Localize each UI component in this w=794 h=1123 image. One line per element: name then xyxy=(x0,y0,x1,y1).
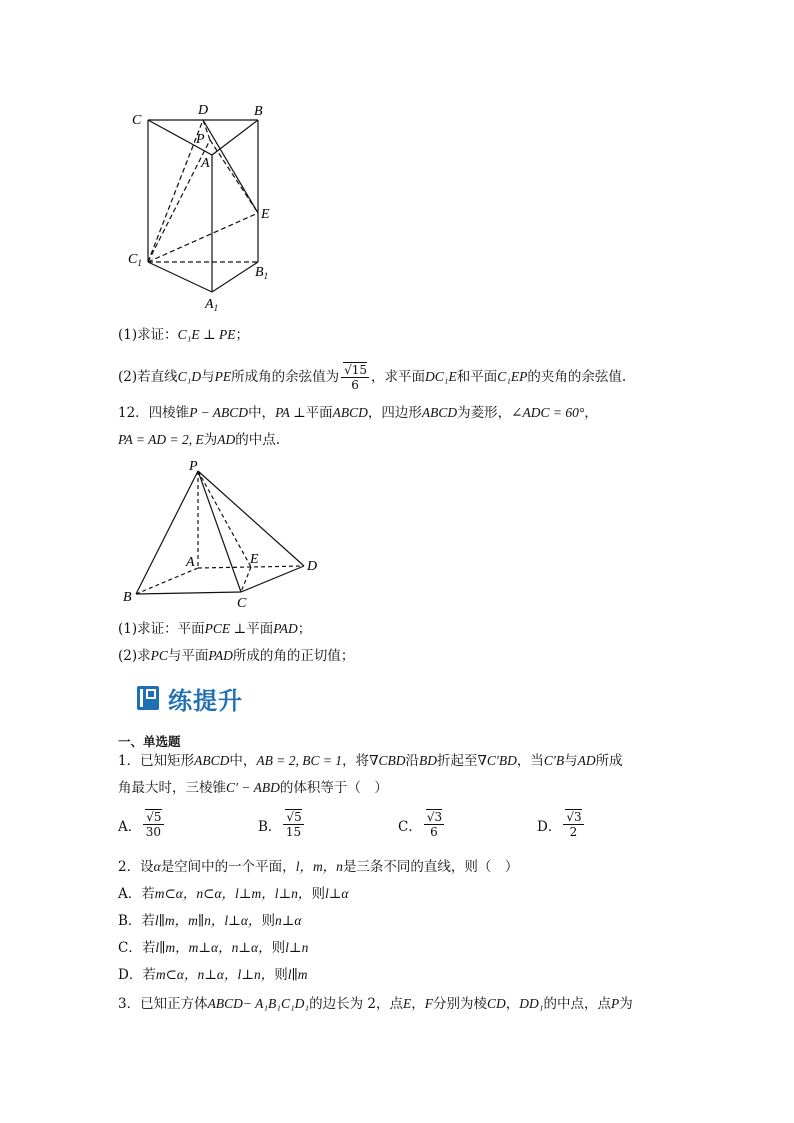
label-A2: A xyxy=(186,555,195,570)
edge-PE xyxy=(198,471,251,567)
edge-C1A1 xyxy=(148,262,212,292)
label-A: A xyxy=(201,156,210,171)
edge-DE xyxy=(203,120,258,213)
label-B2: B xyxy=(123,590,132,605)
edge-BA xyxy=(212,120,258,155)
section-title: 一、单选题 xyxy=(118,734,181,749)
label-D: D xyxy=(198,103,209,118)
mc1-option-c[interactable]: C． $\frac{√3}{6}$ xyxy=(398,810,443,839)
label-B: B xyxy=(254,104,263,119)
label-B1: $B_1$ xyxy=(255,265,269,281)
q11-part2: (2)若直线C₁D与PE所成角的余弦值为 $\frac{√15}{6}$ ，求平面DC₁E和平面C₁EP的夹角的余弦值. xyxy=(118,363,627,392)
q12-part2: (2)求PC与平面PAD所成的角的正切值； xyxy=(118,648,355,664)
q11-part1: (1)求证：C₁E ⊥ PE； xyxy=(118,327,250,343)
mc2-option-b[interactable]: B．若l∥m，m∥n，l⊥α，则n⊥α xyxy=(118,913,302,929)
label-C: C xyxy=(132,113,142,128)
label-A1: $A_1$ xyxy=(205,297,219,313)
mc2-option-a[interactable]: A．若m⊂α，n⊂α，l⊥m，l⊥n，则l⊥α xyxy=(118,886,349,902)
label-P: P xyxy=(196,132,205,147)
q12-part1: (1)求证：平面PCE ⊥平面PAD； xyxy=(118,621,312,637)
edge-PC xyxy=(198,471,241,592)
section-banner xyxy=(136,682,243,714)
label-C1: $C_1$ xyxy=(128,252,142,268)
label-E: E xyxy=(261,207,270,222)
mc2-option-d[interactable]: D．若m⊂α，n⊥α，l⊥n，则l∥m xyxy=(118,967,308,983)
edge-B1A1 xyxy=(212,262,258,292)
mc2-option-c[interactable]: C．若l∥m，m⊥α，n⊥α，则l⊥n xyxy=(118,940,309,956)
mc1-option-a[interactable]: A． $\frac{√5}{30}$ xyxy=(118,810,162,839)
q12-stem-line1: 12．四棱锥P − ABCD中，PA ⊥平面ABCD，四边形ABCD为菱形，∠ADC = 60°， xyxy=(118,405,598,421)
label-P2: P xyxy=(189,459,198,474)
mc2-stem: 2．设α是空间中的一个平面，l，m，n是三条不同的直线，则（ ） xyxy=(118,859,519,875)
q12-stem-line2: PA = AD = 2, E为AD的中点. xyxy=(118,432,281,448)
mc1-stem-line2: 角最大时，三棱锥C′ − ABD的体积等于（ ） xyxy=(118,780,388,796)
label-D2: D xyxy=(307,559,318,574)
mc1-option-d[interactable]: D． $\frac{√3}{2}$ xyxy=(537,810,582,839)
mc3-stem: 3．已知正方体ABCD− A₁B₁C₁D₁的边长为 2，点E，F分别为棱CD，DD₁的中点，点P为 xyxy=(118,996,633,1012)
mc1-stem-line1: 1．已知矩形ABCD中，AB = 2, BC = 1，将∇CBD沿BD折起至∇C′BD，当C′B与AD所成 xyxy=(118,753,623,769)
pyramid-figure xyxy=(118,458,328,613)
edge-BC xyxy=(136,592,241,594)
prism-figure xyxy=(120,95,290,320)
mc1-option-b[interactable]: B． $\frac{√5}{15}$ xyxy=(258,810,302,839)
label-C2: C xyxy=(237,596,247,611)
banner-title: 练提升 xyxy=(168,686,243,715)
label-E2: E xyxy=(250,552,259,567)
cosine-fraction: $\frac{√15}{6}$ xyxy=(341,363,369,392)
edge-BA xyxy=(136,568,198,594)
book-icon xyxy=(136,685,160,711)
edge-PB xyxy=(136,471,198,594)
